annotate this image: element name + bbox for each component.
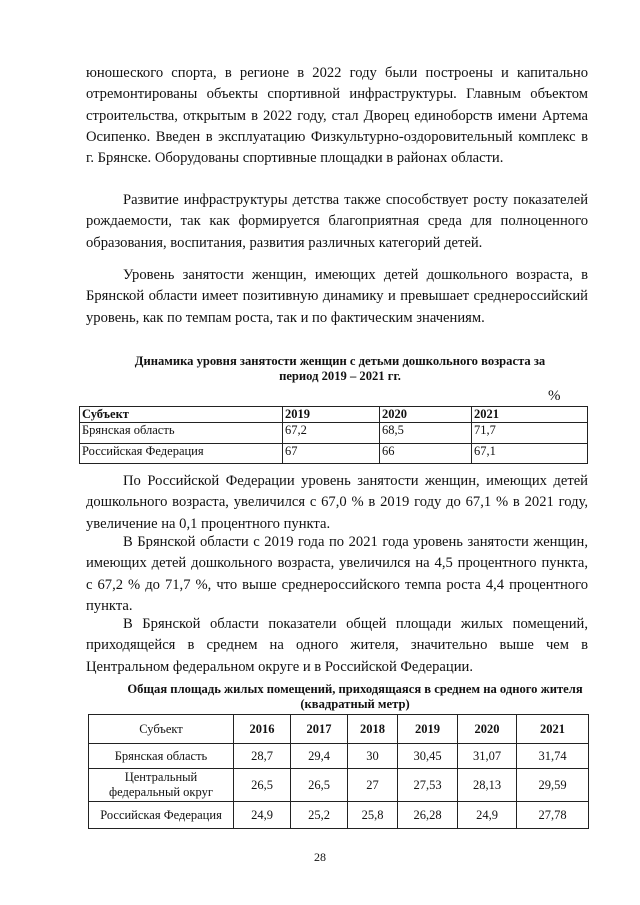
table-cell: 71,7	[472, 423, 588, 444]
table-cell: Российская Федерация	[80, 444, 283, 464]
paragraph-rf-employment: По Российской Федерации уровень занятости женщин, имеющих детей дошкольного возраста, увеличился с 67,0 % в 2019 году до 67,1 % в 2021 году, увеличение на 0,1 процентного пункта.	[86, 473, 588, 532]
header-cell: 2019	[283, 407, 380, 423]
paragraph-housing: В Брянской области показатели общей площади жилых помещений, приходящейся в среднем на одного жителя, значительно выше чем в Центральном федеральном округе и в Российской Федерации.	[86, 616, 588, 675]
paragraph-sports: юношеского спорта, в регионе в 2022 году были построены и капитально отремонтированы объекты спортивной инфраструктуры. Главным объектом строительства, открытым в 2022 году, стал Дворец единоборств имени Артема Осипенко. Введен в эксплуатацию Физкультурно-оздоровительный комплекс в г. Брянске. Оборудованы спортивные площадки в районах области.	[86, 65, 588, 167]
table-cell: Российская Федерация	[89, 802, 234, 829]
table-cell: 28,7	[234, 744, 291, 769]
table-cell: Брянская область	[89, 744, 234, 769]
table1-caption: Динамика уровня занятости женщин с детьми дошкольного возраста за период 2019 – 2021 гг.	[134, 354, 546, 383]
header-cell: 2017	[291, 715, 348, 744]
header-cell: 2021	[517, 715, 589, 744]
table-cell: 67,2	[283, 423, 380, 444]
table-cell: 31,74	[517, 744, 589, 769]
header-cell: 2019	[398, 715, 458, 744]
table-row	[80, 423, 588, 444]
header-cell: 2018	[348, 715, 398, 744]
table-row	[89, 744, 589, 769]
table-cell: 28,13	[458, 769, 517, 802]
table-cell: Центральный федеральный округ	[89, 769, 234, 802]
header-cell: 2016	[234, 715, 291, 744]
table-cell: 68,5	[380, 423, 472, 444]
table-cell: Брянская область	[80, 423, 283, 444]
table2-caption: Общая площадь жилых помещений, приходящаяся в среднем на одного жителя (квадратный метр)	[127, 682, 583, 711]
table-cell: 30,45	[398, 744, 458, 769]
paragraph-employment: Уровень занятости женщин, имеющих детей дошкольного возраста, в Брянской области имеет позитивную динамику и превышает среднероссийский уровень, как по темпам роста, так и по фактическим значениям.	[86, 267, 588, 326]
table-row	[89, 802, 589, 829]
table-row	[80, 444, 588, 464]
table1-unit: %	[548, 388, 561, 404]
page-number: 28	[314, 850, 326, 864]
table-header-row	[80, 407, 588, 423]
header-cell: Субъект	[80, 407, 283, 423]
table-cell: 24,9	[458, 802, 517, 829]
header-cell: Субъект	[89, 715, 234, 744]
table-cell: 26,28	[398, 802, 458, 829]
table-cell: 25,2	[291, 802, 348, 829]
paragraph-infrastructure: Развитие инфраструктуры детства также способствует росту показателей рождаемости, так как формируется благоприятная среда для полноценного образования, воспитания, развития различных категорий детей.	[86, 192, 588, 251]
table-cell: 66	[380, 444, 472, 464]
table-cell: 30	[348, 744, 398, 769]
table-cell: 24,9	[234, 802, 291, 829]
housing-area-table	[88, 714, 589, 829]
table-cell: 26,5	[291, 769, 348, 802]
table-cell: 31,07	[458, 744, 517, 769]
table-cell: 29,4	[291, 744, 348, 769]
table-cell: 67,1	[472, 444, 588, 464]
table-cell: 27,53	[398, 769, 458, 802]
paragraph-bryansk-employment: В Брянской области с 2019 года по 2021 года уровень занятости женщин, имеющих детей дошкольного возраста, увеличился на 4,5 процентного пункта, с 67,2 % до 71,7 %, что выше среднероссийского темпа роста 4,4 процентного пункта.	[86, 534, 588, 614]
table-cell: 67	[283, 444, 380, 464]
table-header-row	[89, 715, 589, 744]
table-row	[89, 769, 589, 802]
table-cell: 26,5	[234, 769, 291, 802]
header-cell: 2020	[380, 407, 472, 423]
header-cell: 2020	[458, 715, 517, 744]
table-cell: 27,78	[517, 802, 589, 829]
table-cell: 25,8	[348, 802, 398, 829]
table-cell: 27	[348, 769, 398, 802]
employment-table	[79, 406, 588, 464]
header-cell: 2021	[472, 407, 588, 423]
table-cell: 29,59	[517, 769, 589, 802]
